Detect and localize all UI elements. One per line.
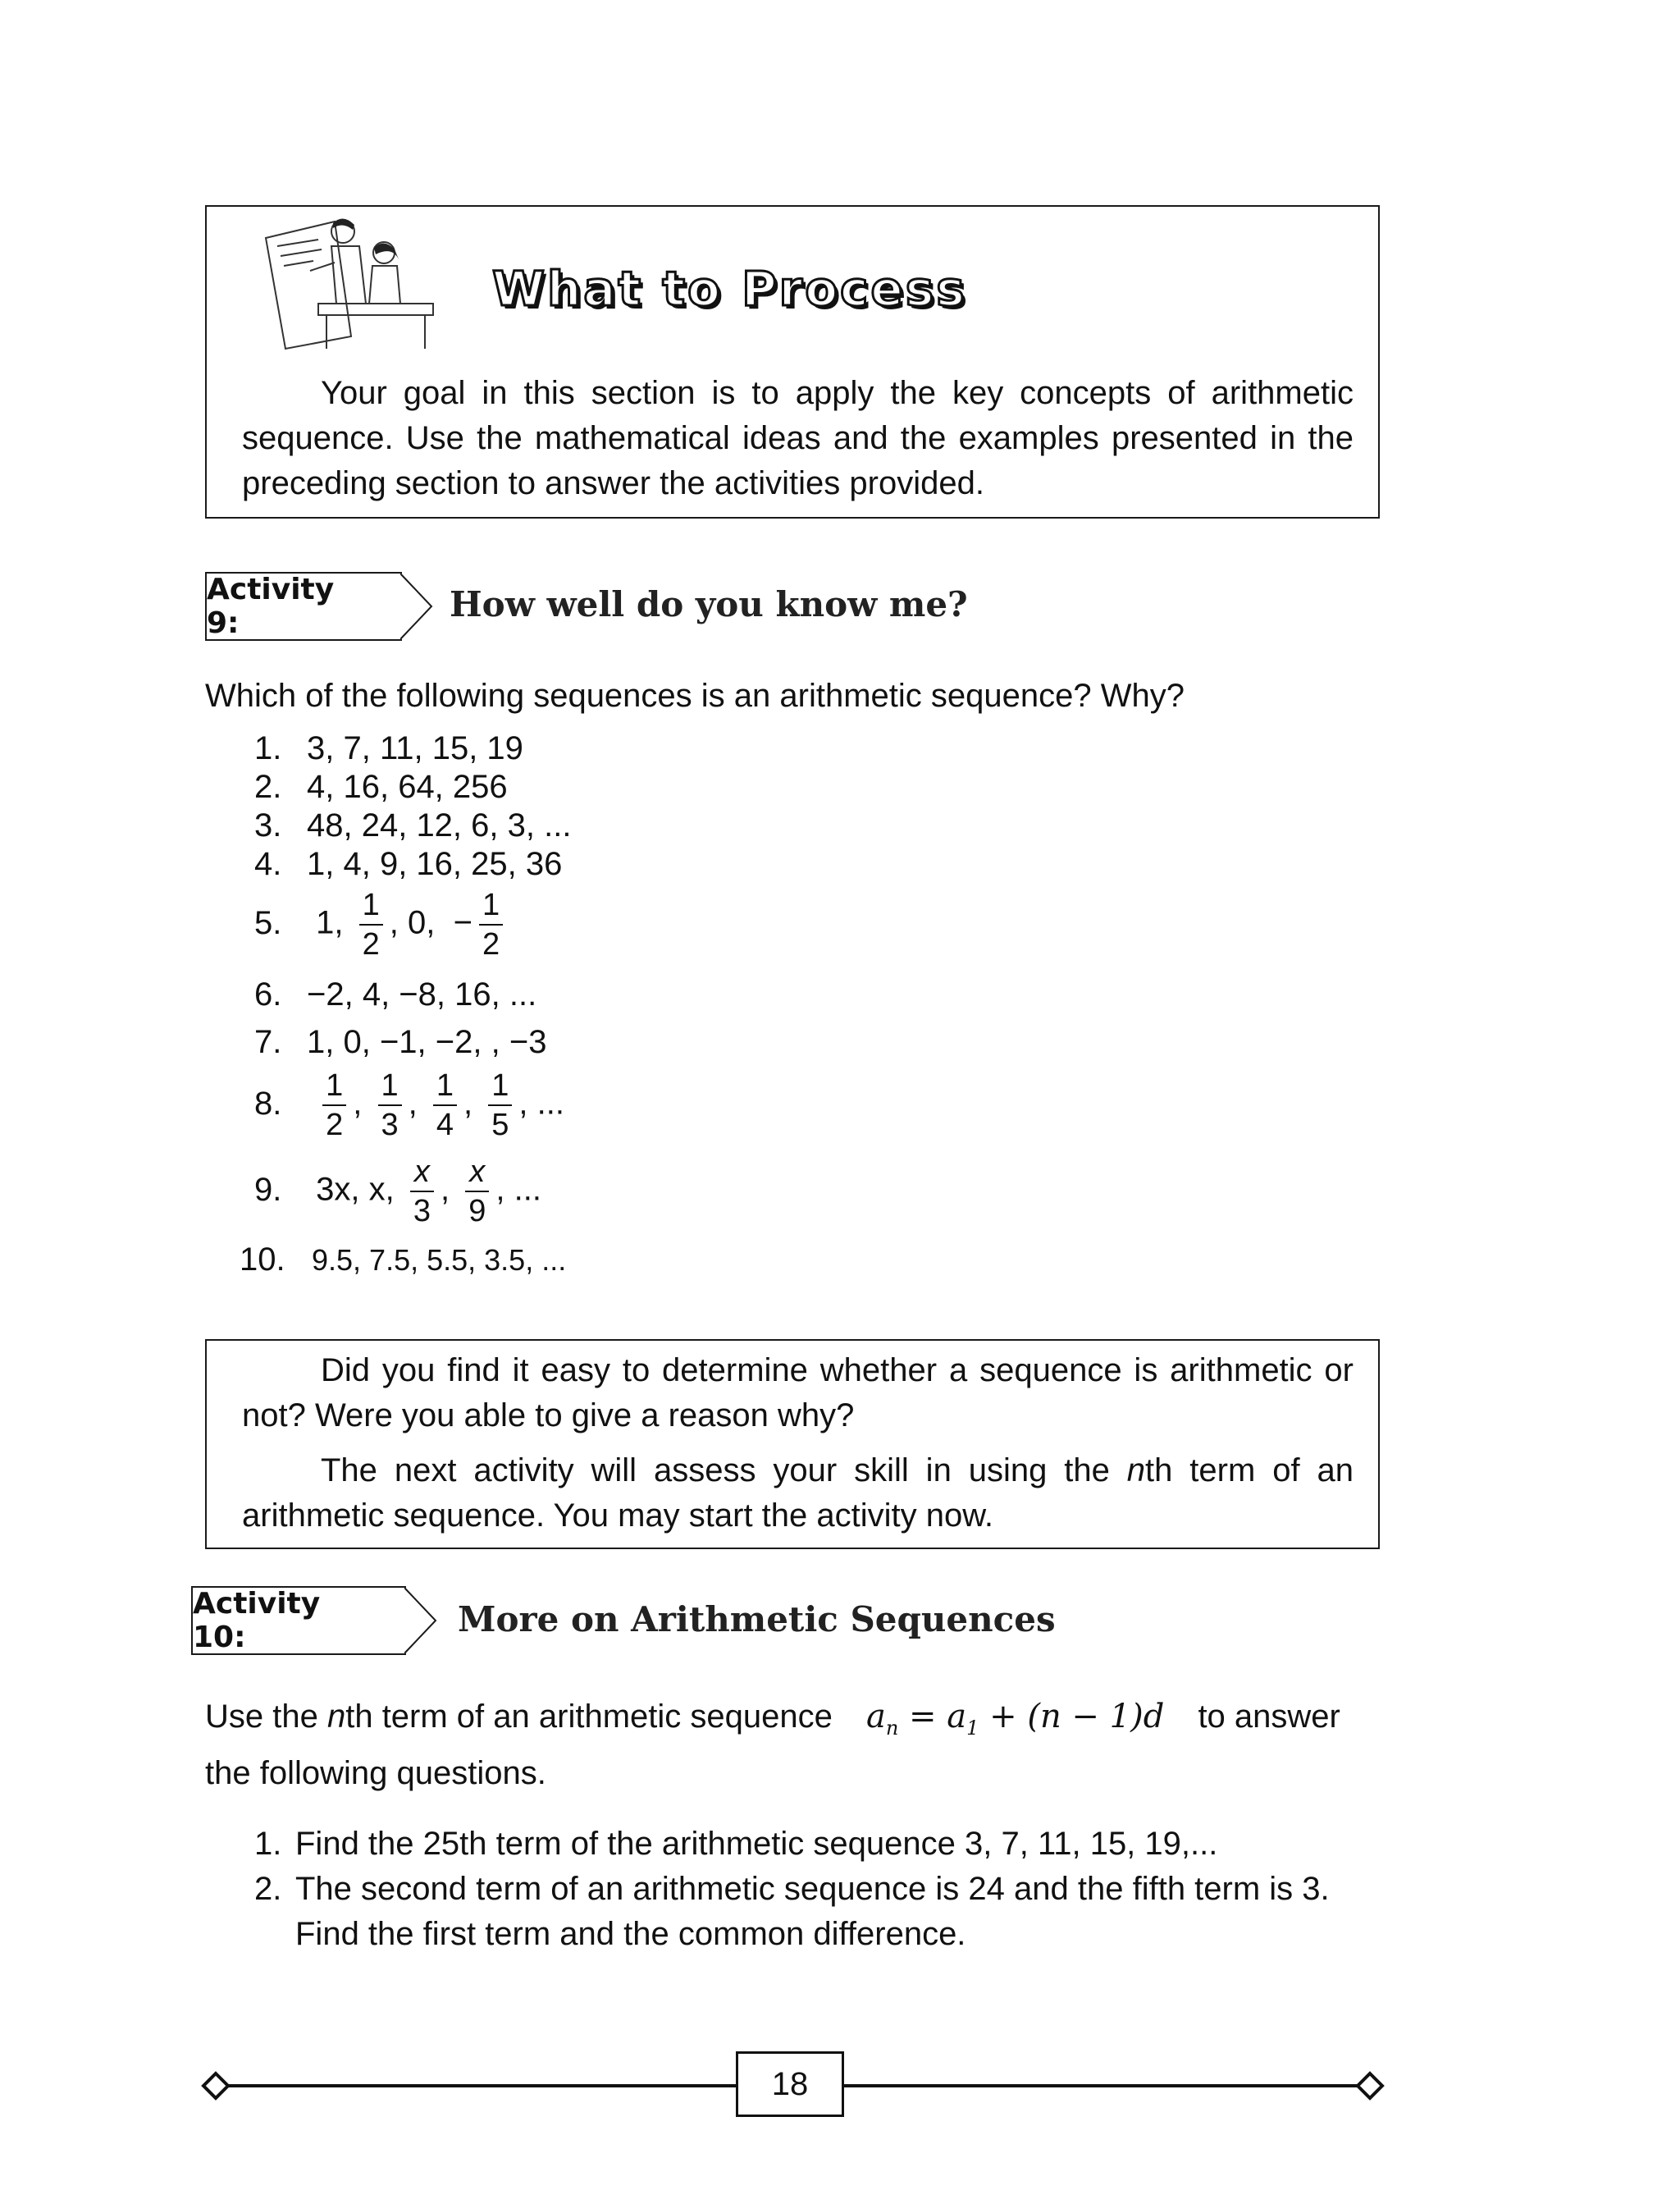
diamond-left-icon xyxy=(201,2071,231,2101)
tag-arrow-icon xyxy=(404,1586,439,1655)
activity-10-questions xyxy=(254,1822,1386,1957)
nth-term-formula: $a_n = a_1 + (n - 1)d$ xyxy=(865,1698,1165,1740)
sequence-item: 1. 3, 7, 11, 15, 19 xyxy=(254,730,523,766)
activity-10-tag xyxy=(191,1586,406,1655)
section-title: What to Process xyxy=(492,261,967,317)
sequence-item: 3. 48, 24, 12, 6, 3, ... xyxy=(254,807,572,844)
reflection-paragraph-2: The next activity will assess your skill in using the nth term of an arithmetic sequence. You may start the activity now. xyxy=(242,1452,1354,1534)
tag-arrow-icon xyxy=(400,572,435,641)
list-item: 2. The second term of an arithmetic sequence is 24 and the fifth term is 3. Find the first term and the common difference. xyxy=(254,1871,1330,1952)
activity-9-question: Which of the following sequences is an arithmetic sequence? Why? xyxy=(205,678,1185,714)
reflection-paragraph-1: Did you find it easy to determine whether a sequence is arithmetic or not? Were you able to give a reason why? xyxy=(242,1352,1354,1433)
page-number: 18 xyxy=(736,2051,844,2117)
sequence-item: 6. −2, 4, −8, 16, ... xyxy=(254,976,537,1013)
activity-10-title: More on Arithmetic Sequences xyxy=(458,1599,1056,1639)
sequence-item: 7. 1, 0, −1, −2, , −3 xyxy=(254,1024,547,1060)
activity-9-title: How well do you know me? xyxy=(450,584,968,624)
sequence-item: 5. 1, $\frac{1}{2}$ , 0, − $\frac{1}{2}$ xyxy=(254,886,509,963)
reflection-text xyxy=(242,1348,1354,1538)
list-item: 1. Find the 25th term of the arithmetic sequence 3, 7, 11, 15, 19,... xyxy=(254,1826,1218,1862)
teacher-student-illustration xyxy=(261,213,436,353)
activity-9-tag xyxy=(205,572,402,641)
activity-10-instructions: Use the nth term of an arithmetic sequence $a_n = a_1 + (n - 1)d$ to answer the following questions. xyxy=(205,1698,1340,1791)
sequence-item: 9. 3x, x, $\frac{x}{3}$ , $\frac{x}{9}$ , ... xyxy=(254,1154,541,1228)
sequence-item: 4. 1, 4, 9, 16, 25, 36 xyxy=(254,846,563,882)
sequence-item: 2. 4, 16, 64, 256 xyxy=(254,769,508,805)
section-intro xyxy=(242,371,1354,506)
activity-9-label: Activity 9: xyxy=(207,573,335,640)
intro-paragraph: Your goal in this section is to apply the key concepts of arithmetic sequence. Use the mathematical ideas and the examples presented in the preceding section to answer the activities provided. xyxy=(242,375,1354,501)
diamond-right-icon xyxy=(1355,2071,1385,2101)
sequence-item: 10. 9.5, 7.5, 5.5, 3.5, ... xyxy=(240,1241,567,1278)
activity-10-label: Activity 10: xyxy=(193,1587,321,1654)
sequence-item: 8. $\frac{1}{2}$ , $\frac{1}{3}$ , $\frac{1}{4}$ , $\frac{1}{5}$ , ... xyxy=(254,1068,564,1142)
